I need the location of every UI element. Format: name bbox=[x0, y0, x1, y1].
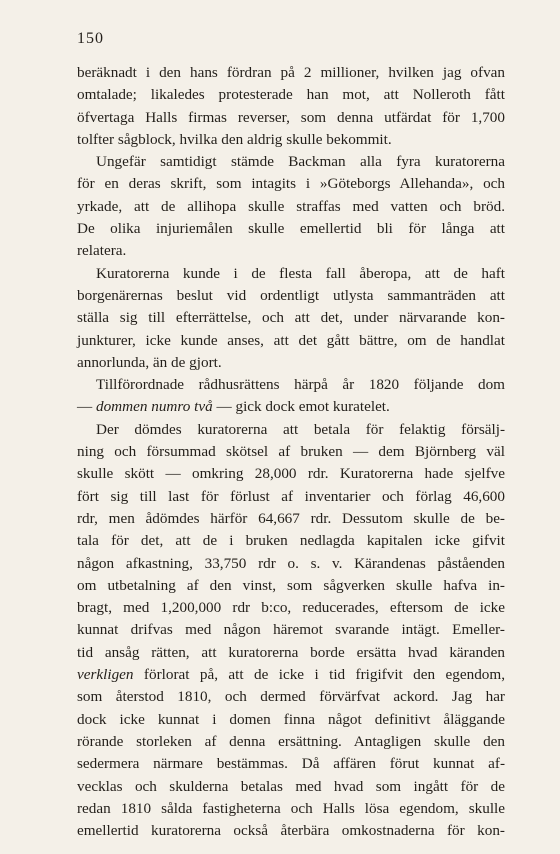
text-line: om utbetalning af den vinst, som sågverken skulle hafva in- bbox=[77, 576, 505, 594]
text-line: dock icke kunnat i domen finna något definitivt åläggande bbox=[77, 710, 505, 728]
text-line: tala för det, att de i bruken nedlagda kapitalen icke gifvit bbox=[77, 532, 505, 550]
text-line: tid ansåg rätten, att kuratorerna borde ersätta hvad käranden bbox=[77, 643, 505, 661]
text-fragment: — bbox=[77, 398, 96, 416]
text-line: rdr, men ådömdes härför 64,667 rdr. Dessutom skulle de be- bbox=[77, 509, 505, 527]
text-line: Der dömdes kuratorerna att betala för felaktig försälj- bbox=[96, 420, 505, 438]
text-line: kunnat drifvas med någon häremot svarande intägt. Emeller- bbox=[77, 621, 505, 639]
italic-phrase: dommen numro två bbox=[95, 398, 213, 416]
text-line: ställa sig till efterrättelse, och att det, under närvarande kon- bbox=[77, 309, 505, 327]
text-line: borgenärernas beslut vid ordentligt utlysta sammanträden att bbox=[77, 286, 505, 304]
text-fragment: — gick dock emot kuratelet. bbox=[212, 398, 390, 416]
text-line: Kuratorerna kunde i de flesta fall åberopa, att de haft bbox=[96, 264, 505, 282]
text-line: bragt, med 1,200,000 rdr b:co, reducerades, eftersom de icke bbox=[77, 599, 505, 617]
text-line: sedermera närmare bestämmas. Då affären förut kunnat af- bbox=[77, 755, 505, 773]
text-line: ning och försummad skötsel af bruken — dem Björnberg väl bbox=[77, 443, 505, 461]
text-line: redan 1810 sålda fastigheterna och Halls lösa egendom, skulle bbox=[77, 799, 505, 817]
text-line bbox=[77, 664, 505, 686]
text-line: vecklas och skulderna betalas med hvad som ingått för de bbox=[77, 777, 505, 795]
text-line: öfvertaga Halls firmas reverser, som denna utfärdat för 1,700 bbox=[77, 108, 505, 126]
text-line: emellertid kuratorerna också återbära omkostnaderna för kon- bbox=[77, 822, 505, 840]
text-line: relatera. bbox=[77, 242, 127, 260]
text-line: omtalade; likaledes protesterade han mot, att Nolleroth fått bbox=[77, 86, 505, 104]
text-line: tolfter sågblock, hvilka den aldrig skulle bekommit. bbox=[77, 130, 392, 148]
text-line: någon afkastning, 33,750 rdr o. s. v. Kärandenas påståenden bbox=[77, 554, 505, 572]
text-line: De olika injuriemålen skulle emellertid bli för långa att bbox=[77, 220, 505, 238]
text-line: som återstod 1810, och dermed förvärfvat ackord. Jag har bbox=[77, 688, 505, 706]
text-line: skulle skött — omkring 28,000 rdr. Kuratorerna hade sjelfve bbox=[77, 465, 505, 483]
text-line: junkturer, icke kunde anses, att det gått bättre, om de handlat bbox=[77, 331, 505, 349]
text-line: Tillförordnade rådhusrättens härpå år 1820 följande dom bbox=[96, 376, 505, 394]
text-line: rörande storleken af denna ersättning. Antagligen skulle den bbox=[77, 732, 505, 750]
text-line: Ungefär samtidigt stämde Backman alla fyra kuratorerna bbox=[96, 153, 505, 171]
text-line: yrkade, att de allihopa skulle straffas med vatten och bröd. bbox=[77, 197, 505, 215]
text-line: fört sig till last för förlust af inventarier och förlag 46,600 bbox=[77, 487, 505, 505]
text-fragment: förlorat på, att de icke i tid frigifvit den egendom, bbox=[133, 666, 505, 684]
italic-phrase: verkligen bbox=[77, 666, 134, 684]
text-line: för en deras skrift, som intagits i »Göteborgs Allehanda», och bbox=[77, 175, 505, 193]
text-line: beräknadt i den hans fördran på 2 millioner, hvilken jag ofvan bbox=[77, 64, 505, 81]
text-line: annorlunda, än de gjort. bbox=[77, 353, 222, 371]
body-text bbox=[77, 62, 505, 842]
page-number: 150 bbox=[77, 30, 104, 47]
text-line bbox=[77, 396, 505, 418]
